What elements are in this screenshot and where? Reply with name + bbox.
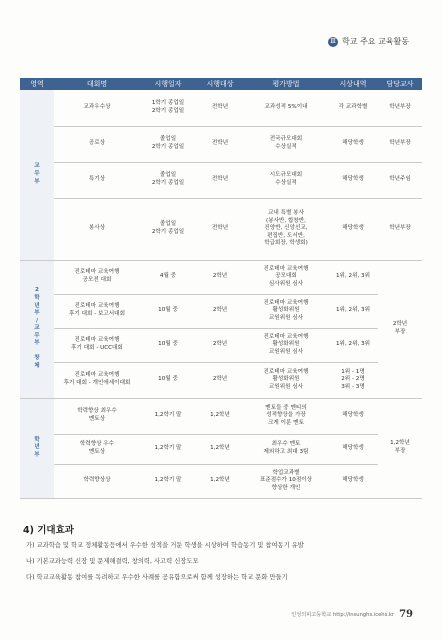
award-cell: 해당학생 [328,126,378,162]
name-cell: 학력향상 최우수 멘토상 [54,398,140,434]
date-cell: 4월 중 [140,260,196,294]
expected-effects-heading: 4) 기대효과 [23,525,74,536]
award-cell: 1위 - 1명 2위 - 2명 3위 - 3명 [328,362,378,398]
date-cell: 10월 중 [140,294,196,328]
target-cell: 2학년 [196,294,244,328]
col-header-award: 시상내역 [328,78,378,90]
section-title: 학교 주요 교육활동 [342,37,409,46]
name-cell: 학력향상 우수 멘토상 [54,434,140,464]
target-cell: 1,2학년 [196,398,244,434]
teacher-cell: 학년부장 [378,90,422,126]
teacher-cell: 학년부장 [378,198,422,260]
section-number-badge: Ⅲ [328,37,338,47]
table-row [20,90,422,126]
target-cell: 2학년 [196,260,244,294]
page-header [328,36,409,47]
date-cell: 1,2학기 말 [140,464,196,498]
date-cell: 1,2학기 말 [140,434,196,464]
date-cell: 졸업일 2학기 종업일 [140,198,196,260]
award-cell: 1위, 2위, 3위 [328,328,378,362]
award-cell: 1위, 2위, 3위 [328,260,378,294]
date-cell: 졸업일 2학기 종업일 [140,126,196,162]
method-cell: 진로테마 교육여행 활성화위원 교원위원 심사 [244,362,328,398]
col-header-area: 영역 [20,78,54,90]
award-cell: 해당학생 [328,434,378,464]
date-cell: 10월 중 [140,328,196,362]
teacher-cell: 학년부장 [378,126,422,162]
name-cell: 진로테마 교육여행 후기 대회 - 보고서대회 [54,294,140,328]
col-header-method: 평가방법 [244,78,328,90]
table-row [20,328,422,362]
award-cell: 1위, 2위, 3위 [328,294,378,328]
name-cell: 공로상 [54,126,140,162]
expected-effects-list [26,540,304,588]
method-cell: 최우수 멘토 제외하고 최대 3팀 [244,434,328,464]
table-header-row [20,78,422,90]
table-row [20,294,422,328]
page-footer [291,609,413,620]
name-cell: 학력향상상 [54,464,140,498]
date-cell: 1학기 종업일 2학기 종업일 [140,90,196,126]
teacher-cell: 2학년 부장 [378,260,422,398]
method-cell: 진로테마 교육여행 활성화위원 교원위원 심사 [244,328,328,362]
col-header-name: 대회명 [54,78,140,90]
award-cell: 해당학생 [328,464,378,498]
target-cell: 1,2학년 [196,464,244,498]
table-row [20,362,422,398]
name-cell: 교과우수상 [54,90,140,126]
name-cell: 진로테마 교육여행 후기 대회 - 개인에세이대회 [54,362,140,398]
method-cell: 진로테마 교육여행 활성화위원 교원위원 심사 [244,294,328,328]
target-cell: 2학년 [196,362,244,398]
area-cell: 2 학 년 부 / 교 무 부 창 체 [20,260,54,398]
award-cell: 해당학생 [328,398,378,434]
method-cell: 멘토들 중 멘티의 성적향상을 가장 크게 이룬 멘토 [244,398,328,434]
method-cell: 학업교과별 표준점수가 10점이상 향상한 개인 [244,464,328,498]
target-cell: 전학년 [196,126,244,162]
target-cell: 2학년 [196,328,244,362]
awards-table [20,78,422,499]
method-cell: 시도규모대회 수상실적 [244,162,328,198]
award-cell: 각 교과학별 [328,90,378,126]
area-cell: 교 무 부 [20,90,54,260]
method-cell: 교과성적 5%이내 [244,90,328,126]
list-item: 다) 학교교육활동 참여를 독려하고 우수한 사례를 공유함으로써 함께 성장하는 학교 문화 만들기 [26,574,288,581]
target-cell: 1,2학년 [196,434,244,464]
list-item: 나) 기본교과능력 신장 및 문제해결력, 창의력, 사고력 신장도모 [26,558,199,565]
table-row [20,434,422,464]
table-row [20,126,422,162]
method-cell: 교내 특별 봉사 (봉사반, 합창반, 진양반, 신앙선교, 편집반, 도서반, 학급회장, 학생회) [244,198,328,260]
award-cell: 해당학생 [328,162,378,198]
target-cell: 전학년 [196,90,244,126]
table-row [20,198,422,260]
table-row [20,162,422,198]
name-cell: 특기상 [54,162,140,198]
col-header-target: 시행대상 [196,78,244,90]
col-header-date: 시행일자 [140,78,196,90]
date-cell: 10월 중 [140,362,196,398]
teacher-cell: 1,2학년 부장 [378,398,422,498]
award-cell: 해당학생 [328,198,378,260]
name-cell: 봉사상 [54,198,140,260]
area-cell: 학 년 부 [20,398,54,498]
list-item: 가) 교과학습 및 학교 정체활동등에서 우수한 성적을 거둔 학생을 시상하여 학습동기 및 참여동기 유발 [26,542,304,549]
method-cell: 전국규모대회 수상실적 [244,126,328,162]
page-number: 79 [399,609,413,620]
name-cell: 진로테마 교육여행 공모전 대회 [54,260,140,294]
teacher-cell: 학년주임 [378,162,422,198]
table-row [20,464,422,498]
table-row [20,260,422,294]
target-cell: 전학년 [196,198,244,260]
col-header-teacher: 담당교사 [378,78,422,90]
school-website-link[interactable]: 인성의피고등학교 http://insunghs.icehs.kr [291,612,395,618]
table-row [20,398,422,434]
target-cell: 전학년 [196,162,244,198]
name-cell: 진로테마 교육여행 후기 대회 - UCC대회 [54,328,140,362]
date-cell: 졸업일 2학기 종업일 [140,162,196,198]
date-cell: 1,2학기 말 [140,398,196,434]
method-cell: 진로테마 교육여행 공모대회 심사위원 심사 [244,260,328,294]
